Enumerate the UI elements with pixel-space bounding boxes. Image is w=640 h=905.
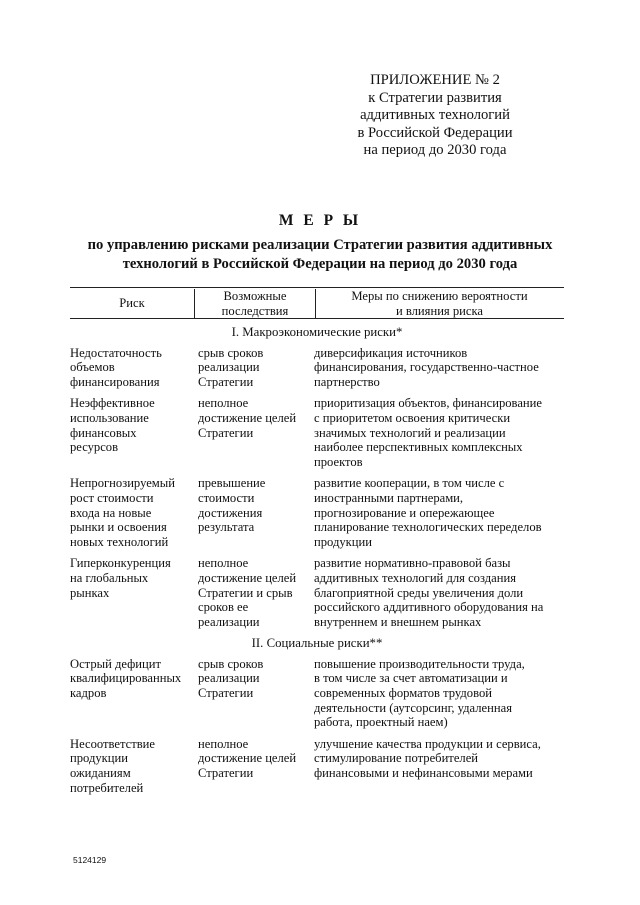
cell-consequences: неполное достижение целей Стратегии и срыв сроков ее реализации xyxy=(198,556,297,629)
cell-measures: приоритизация объектов, финансирование с приоритетом освоения критически значимых технологий и реализации наиболее перспективных комплексных проектов xyxy=(314,396,542,469)
header-measures xyxy=(315,289,564,318)
appendix-line: на период до 2030 года xyxy=(363,142,507,158)
table-section-social xyxy=(70,636,564,795)
cell-consequences: неполное достижение целей Стратегии xyxy=(198,736,297,781)
cell-risk: Непрогнозируемый рост стоимости входа на новые рынки и освоения новых технологий xyxy=(70,476,175,549)
table-row xyxy=(70,346,564,390)
header-risk xyxy=(70,289,194,318)
cell-risk: Гиперконкуренция на глобальных рынках xyxy=(70,556,171,600)
appendix-line: в Российской Федерации xyxy=(357,124,513,141)
appendix-line: ПРИЛОЖЕНИЕ № 2 xyxy=(370,72,500,88)
header-risk-label: Риск xyxy=(119,296,145,311)
document-heading: М Е Р Ы xyxy=(278,212,362,229)
section-title: I. Макроэкономические риски* xyxy=(231,325,403,339)
cell-consequences: срыв сроков реализации Стратегии xyxy=(198,656,264,701)
table-row xyxy=(70,396,564,469)
cell-risk: Неэффективное использование финансовых ресурсов xyxy=(70,396,155,455)
table-header xyxy=(70,287,564,319)
table-section-macro xyxy=(70,325,564,629)
cell-consequences: неполное достижение целей Стратегии xyxy=(198,396,297,440)
table-row xyxy=(70,657,564,730)
risk-measures-table xyxy=(70,287,564,802)
document-code: 5124129 xyxy=(73,855,107,865)
header-consequences xyxy=(194,289,316,318)
cell-consequences: превышение стоимости достижения результата xyxy=(198,476,266,535)
table-row xyxy=(70,737,564,795)
cell-risk: Несоответствие продукции ожиданиям потребителей xyxy=(70,736,156,795)
cell-measures: развитие кооперации, в том числе с иностранными партнерами, прогнозирование и опережающее планирование технологических переделов продукции xyxy=(314,476,542,549)
appendix-line: к Стратегии развития xyxy=(368,89,502,106)
cell-risk: Острый дефицит квалифицированных кадров xyxy=(70,656,182,701)
subtitle-line: технологий в Российской Федерации на период до 2030 года xyxy=(122,256,518,272)
header-consequences-label: Возможные последствия xyxy=(221,288,289,318)
appendix-line: аддитивных технологий xyxy=(360,107,510,123)
header-measures-label: Меры по снижению вероятности и влияния риска xyxy=(351,288,528,318)
section-title: II. Социальные риски** xyxy=(251,636,383,651)
table-row xyxy=(70,476,564,549)
cell-measures: развитие нормативно-правовой базы аддитивных технологий для создания благоприятной среды увеличения доли российского аддитивного оборудования на внутреннем и внешнем рынках xyxy=(314,556,544,629)
cell-measures: улучшение качества продукции и сервиса, стимулирование потребителей финансовыми и нефинансовыми мерами xyxy=(314,736,541,781)
cell-measures: повышение производительности труда, в том числе за счет автоматизации и современных форматов трудовой деятельности (аутсорсинг, удаленная работа, проектный наем) xyxy=(314,656,525,730)
subtitle-line: по управлению рисками реализации Стратегии развития аддитивных xyxy=(87,237,553,253)
table-row xyxy=(70,556,564,629)
cell-consequences: срыв сроков реализации Стратегии xyxy=(198,345,264,389)
appendix-block xyxy=(330,72,540,160)
cell-measures: диверсификация источников финансирования, государственно-частное партнерство xyxy=(314,345,539,389)
document-subtitle xyxy=(40,236,600,274)
cell-risk: Недостаточность объемов финансирования xyxy=(70,345,162,389)
